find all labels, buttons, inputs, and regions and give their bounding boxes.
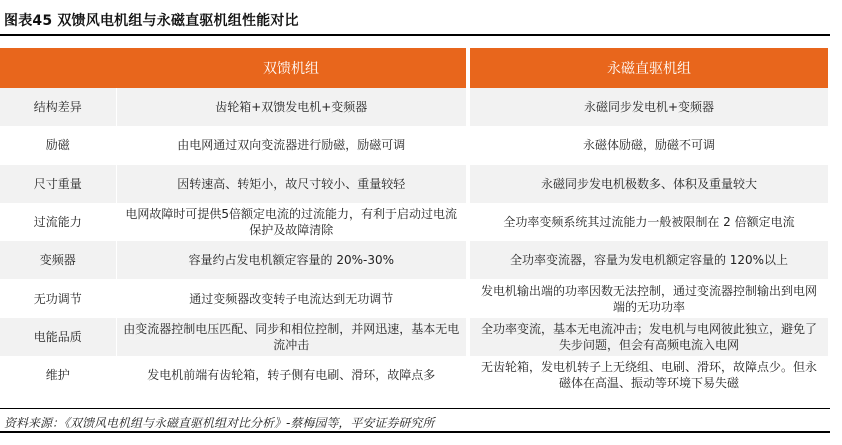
pmsg-cell: 发电机输出端的功率因数无法控制，通过变流器控制输出到电网端的无功功率 [480, 283, 817, 314]
pmsg-cell: 无齿轮箱，发电机转子上无绕组、电刷、滑环，故障点少。但永磁体在高温、振动等环境下易失磁 [480, 360, 817, 391]
comparison-table [0, 48, 828, 394]
pmsg-cell: 永磁同步发电机+变频器 [470, 88, 828, 126]
dfig-cell: 由变流器控制电压匹配、同步和相位控制，并网迅速，基本无电流冲击 [116, 318, 466, 356]
table-row [0, 356, 828, 394]
table-row [0, 88, 828, 126]
row-label: 变频器 [0, 241, 116, 279]
row-label: 励磁 [0, 126, 116, 164]
row-label: 过流能力 [0, 203, 116, 241]
table-row [0, 203, 828, 241]
table-header-row [0, 48, 828, 88]
source-note: 资料来源：《双馈风电机组与永磁直驱机组对比分析》-蔡梅园等，平安证券研究所 [4, 416, 435, 430]
dfig-cell: 通过变频器改变转子电流达到无功调节 [189, 291, 394, 306]
row-label: 无功调节 [0, 279, 116, 317]
table-row [0, 279, 828, 317]
pmsg-cell: 全功率变流，基本无电流冲击；发电机与电网彼此独立，避免了失步问题，但会有高频电流入电网 [470, 318, 828, 356]
header-pmsg: 永磁直驱机组 [470, 48, 828, 88]
pmsg-cell: 永磁体励磁，励磁不可调 [582, 138, 715, 153]
dfig-cell: 因转速高、转矩小，故尺寸较小、重量较轻 [116, 165, 466, 203]
header-dfig: 双馈机组 [116, 48, 466, 88]
dfig-cell: 由电网通过双向变流器进行励磁，励磁可调 [177, 138, 406, 153]
pmsg-cell: 全功率变流器，容量为发电机额定容量的 120%以上 [470, 241, 828, 279]
row-label: 尺寸重量 [0, 165, 116, 203]
dfig-cell: 电网故障时可提供5倍额定电流的过流能力，有利于启动过电流保护及故障清除 [125, 207, 458, 238]
table-row [0, 126, 828, 164]
figure-title: 图表45 双馈风电机组与永磁直驱机组性能对比 [4, 13, 299, 29]
row-label: 电能品质 [0, 318, 116, 356]
header-dimension [0, 48, 116, 88]
table-row [0, 241, 828, 279]
row-label: 结构差异 [0, 88, 116, 126]
title-underline [0, 34, 830, 36]
pmsg-cell: 全功率变频系统其过流能力一般被限制在 2 倍额定电流 [503, 215, 795, 230]
table-row [0, 318, 828, 356]
dfig-cell: 容量约占发电机额定容量的 20%-30% [116, 241, 466, 279]
bottom-rule [0, 431, 830, 433]
dfig-cell: 发电机前端有齿轮箱，转子侧有电刷、滑环，故障点多 [147, 368, 436, 383]
table-row [0, 165, 828, 203]
dfig-cell: 齿轮箱+双馈发电机+变频器 [116, 88, 466, 126]
row-label: 维护 [0, 356, 116, 394]
source-divider [0, 408, 830, 409]
pmsg-cell: 永磁同步发电机极数多、体积及重量较大 [470, 165, 828, 203]
